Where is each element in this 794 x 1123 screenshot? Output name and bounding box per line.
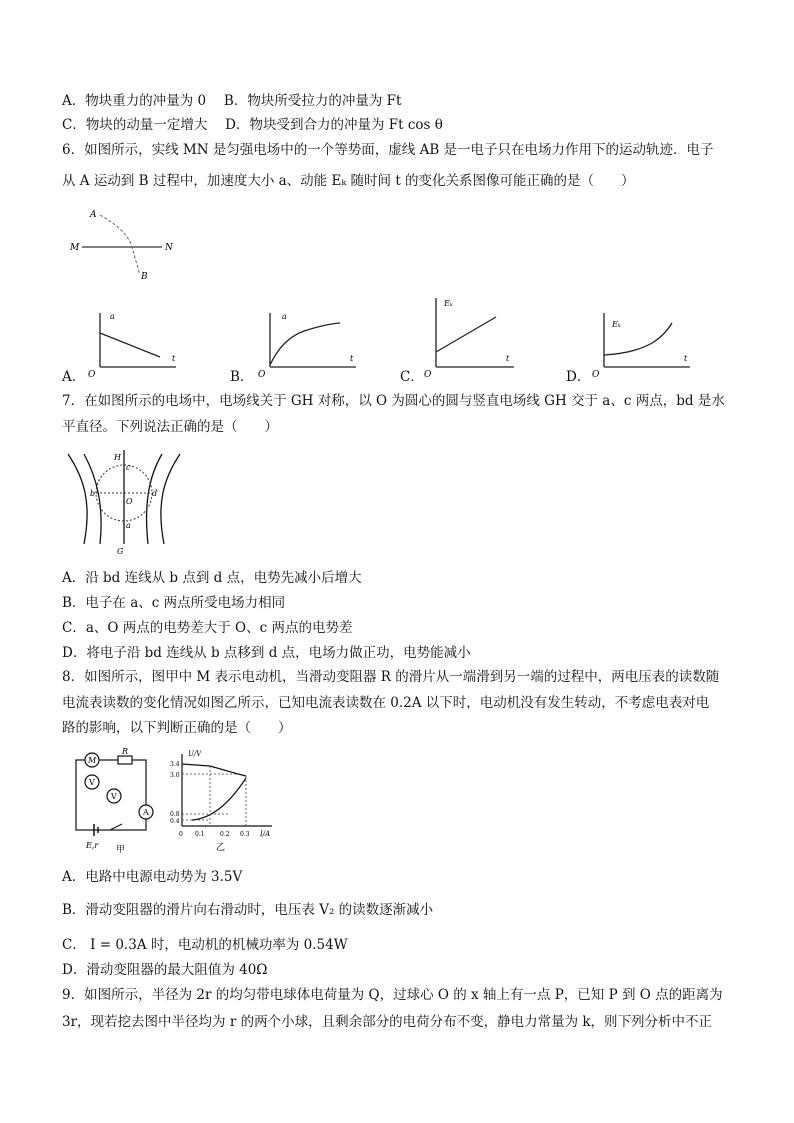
svg-text:乙: 乙 [216, 843, 226, 853]
curve-a-increasing [270, 323, 340, 365]
svg-text:G: G [117, 547, 124, 556]
svg-text:t: t [684, 354, 688, 363]
svg-text:0.8: 0.8 [170, 811, 180, 818]
label-N: N [165, 243, 173, 253]
svg-text:0.2: 0.2 [220, 831, 230, 838]
q6-graph-D [590, 305, 700, 380]
svg-text:a: a [282, 312, 287, 321]
svg-text:O: O [88, 370, 96, 380]
q8-stem-line1: 8．如图所示，图甲中 M 表示电动机，当滑动变阻器 R 的滑片从一端滑到另一端的过程中，两电压表的读数随 [62, 669, 720, 685]
q5-options-line1: A．物块重力的冲量为 0 B．物块所受拉力的冲量为 Ft [62, 93, 402, 109]
q7-option-A: A．沿 bd 连线从 b 点到 d 点，电势先减小后增大 [62, 570, 362, 586]
svg-text:V: V [111, 792, 117, 801]
svg-text:t: t [350, 354, 354, 363]
q6-stem-line2: 从 A 运动到 B 过程中，加速度大小 a、动能 Eₖ 随时间 t 的变化关系图像可能正确的是（ ） [62, 173, 635, 189]
svg-text:c: c [126, 463, 131, 472]
q8-UI-graph [170, 748, 280, 858]
svg-text:U/V: U/V [188, 750, 202, 758]
label-M: M [70, 243, 80, 253]
svg-text:A: A [143, 808, 149, 817]
svg-text:0.1: 0.1 [195, 831, 205, 838]
svg-text:b: b [90, 489, 96, 498]
label-A: A [90, 210, 97, 220]
svg-text:V: V [89, 778, 95, 787]
q8-option-C: C． I = 0.3A 时，电动机的机械功率为 0.54W [62, 937, 348, 953]
svg-text:O: O [424, 370, 432, 380]
svg-text:t: t [172, 354, 176, 363]
q8-option-B: B．滑动变阻器的滑片向右滑动时，电压表 V₂ 的读数逐渐减小 [62, 902, 434, 918]
q6-graph-B [256, 305, 366, 380]
svg-text:3.4: 3.4 [170, 761, 180, 768]
q6-graph-C [424, 292, 524, 380]
q7-option-C: C．a、O 两点的电势差大于 O、c 两点的电势差 [62, 620, 353, 636]
q8-stem-line2: 电流表读数的变化情况如图乙所示，已知电流表读数在 0.2A 以下时，电动机没有发生转动，不考虑电表对电 [62, 695, 710, 711]
q6-graph-A [86, 305, 186, 380]
q8-option-D: D．滑动变阻器的最大阻值为 40Ω [62, 962, 268, 978]
label-B: B [141, 272, 148, 282]
q7-stem-line1: 7．在如图所示的电场中，电场线关于 GH 对称，以 O 为圆心的圆与竖直电场线 GH 交于 a、c 两点，bd 是水 [62, 393, 725, 409]
line-a-decreasing [100, 333, 160, 357]
q6-stem-line1: 6．如图所示，实线 MN 是匀强电场中的一个等势面，虚线 AB 是一电子只在电场力作用下的运动轨迹．电子 [62, 142, 714, 158]
svg-text:O: O [126, 497, 133, 506]
q8-stem-line3: 路的影响，以下判断正确的是（ ） [62, 720, 292, 736]
q7-field-figure [62, 448, 187, 556]
q6-trajectory-figure [62, 205, 192, 280]
line-ek-linear [436, 317, 496, 352]
svg-text:d: d [152, 489, 158, 498]
q7-option-B: B．电子在 a、c 两点所受电场力相同 [62, 595, 286, 611]
q8-option-A: A．电路中电源电动势为 3.5V [62, 869, 243, 885]
q9-stem-line2: 3r，现若挖去图中半径均为 r 的两个小球，且剩余部分的电荷分布不变，静电力常量为 k，则下列分析中不正 [62, 1014, 713, 1030]
q6-option-A-letter: A． [62, 369, 86, 385]
q6-option-D-letter: D． [566, 369, 591, 385]
svg-text:3.0: 3.0 [170, 772, 180, 779]
svg-text:0.4: 0.4 [170, 818, 180, 825]
svg-text:0.3: 0.3 [240, 831, 250, 838]
q6-option-C-letter: C． [400, 369, 424, 385]
svg-text:Eₖ: Eₖ [444, 299, 453, 308]
svg-text:E,r: E,r [86, 841, 99, 850]
svg-text:a: a [126, 521, 131, 530]
svg-text:M: M [88, 756, 97, 765]
svg-text:0: 0 [179, 831, 183, 838]
q5-options-line2: C．物块的动量一定增大 D．物块受到合力的冲量为 Ft cos θ [62, 117, 443, 133]
q7-option-D: D．将电子沿 bd 连线从 b 点移到 d 点，电场力做正功，电势能减小 [62, 645, 471, 661]
svg-text:Eₖ: Eₖ [612, 320, 621, 329]
q9-stem-line1: 9．如图所示，半径为 2r 的均匀带电球体电荷量为 Q，过球心 O 的 x 轴上有一点 P，已知 P 到 O 点的距离为 [62, 987, 723, 1003]
q8-circuit-figure [70, 747, 165, 857]
svg-text:t: t [506, 354, 510, 363]
svg-text:R: R [122, 747, 129, 756]
svg-text:a: a [110, 312, 115, 321]
q6-option-B-letter: B． [230, 369, 254, 385]
svg-text:O: O [592, 370, 600, 380]
rheostat-symbol [118, 756, 132, 764]
svg-text:甲: 甲 [116, 845, 126, 855]
svg-text:O: O [258, 370, 266, 380]
svg-text:H: H [114, 453, 121, 462]
svg-text:I/A: I/A [260, 830, 271, 838]
q7-stem-line2: 平直径。下列说法正确的是（ ） [62, 419, 278, 435]
